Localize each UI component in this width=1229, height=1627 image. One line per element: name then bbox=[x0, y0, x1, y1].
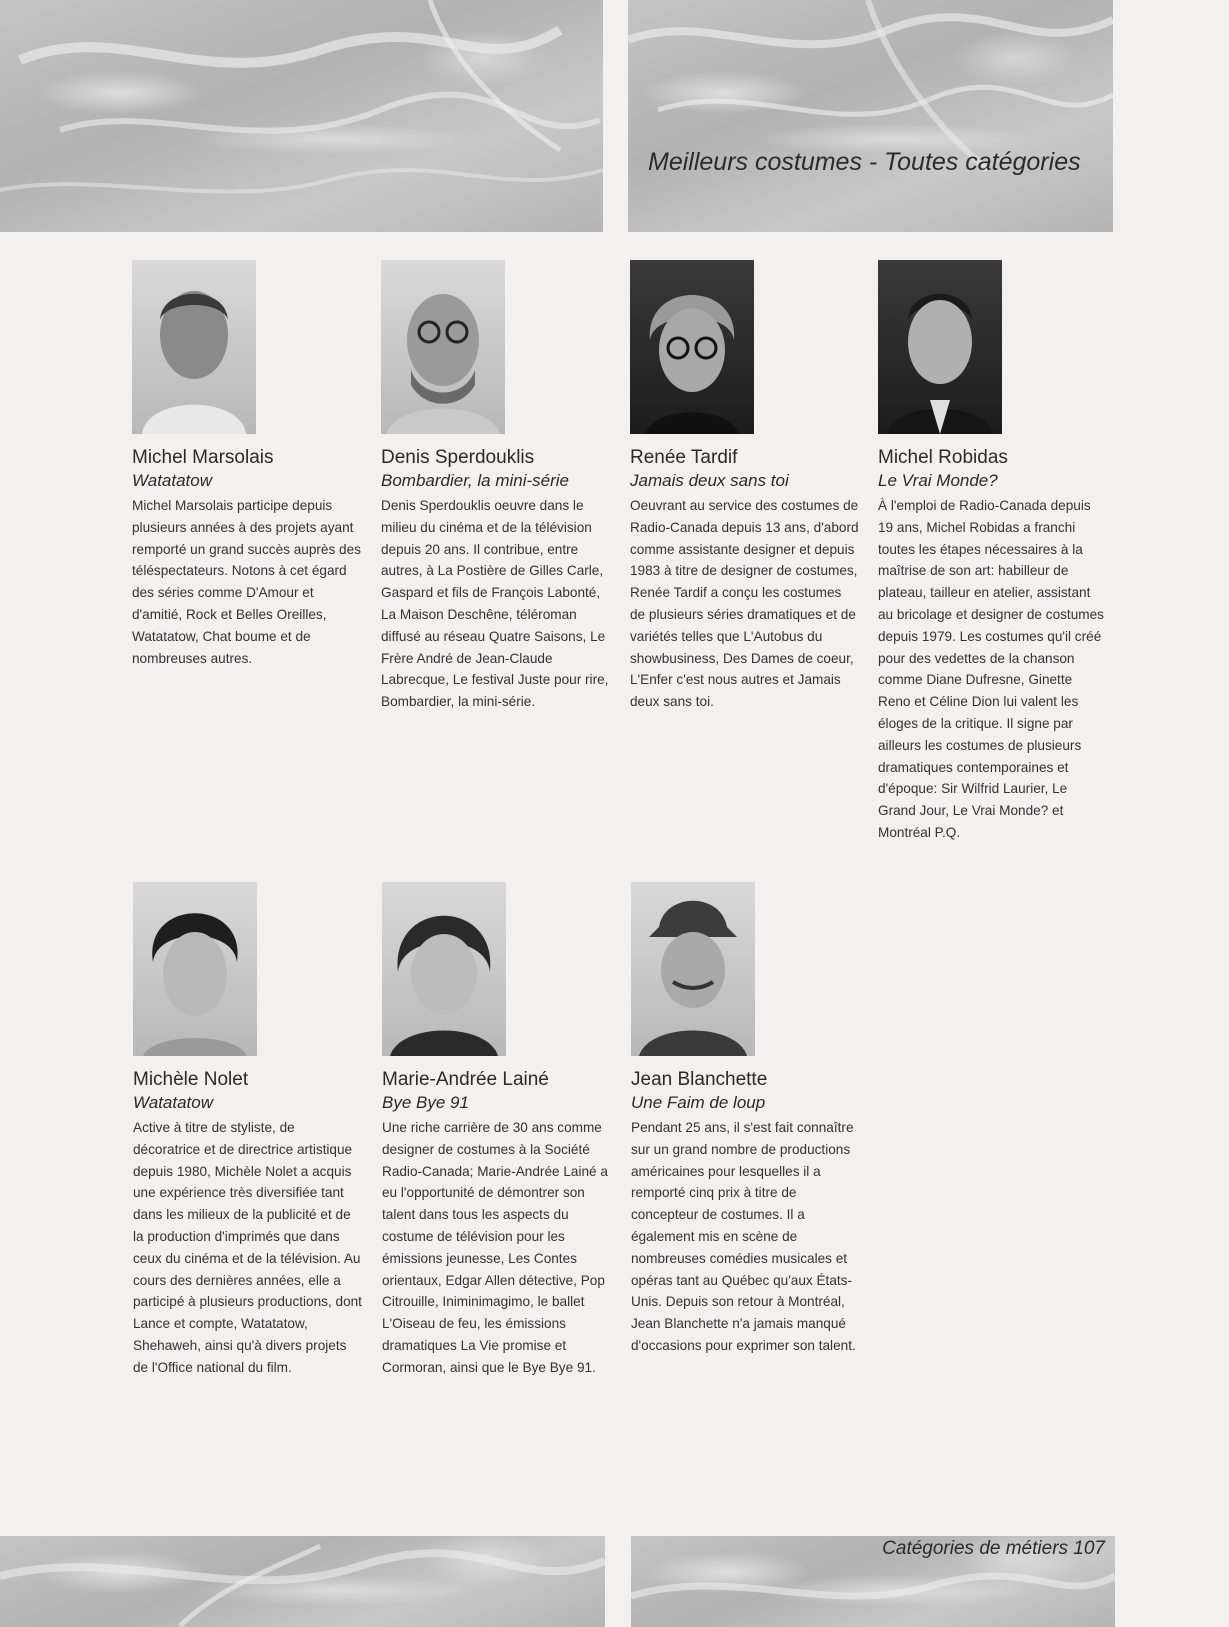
person-card bbox=[630, 260, 860, 713]
brushstroke-art bbox=[0, 0, 603, 232]
person-name: Michèle Nolet bbox=[133, 1069, 249, 1090]
portrait-silhouette bbox=[878, 260, 1002, 434]
portrait-silhouette bbox=[631, 882, 755, 1056]
nominated-production: Watatatow bbox=[133, 1093, 214, 1112]
person-bio: Michel Marsolais participe depuis plusieurs années à des projets ayant remporté un grand succès auprès des téléspectateurs. Notons à cet égard des séries comme D'Amour et d'amitié, Rock et Belles Oreilles, Watatatow, Chat boume et de nombreuses autres. bbox=[132, 498, 361, 666]
person-card bbox=[631, 882, 861, 1357]
section-title: Meilleurs costumes - Toutes catégories bbox=[648, 148, 1081, 176]
person-bio: Pendant 25 ans, il s'est fait connaître sur un grand nombre de productions américaines pour lesquelles il a remporté cinq prix à titre de concepteur de costumes. Il a également mis en scène de nombreuses comédies musicales et opéras tant au Québec qu'aux États-Unis. Depuis son retour à Montréal, Jean Blanchette n'a jamais manqué d'occasions pour exprimer son talent. bbox=[631, 1120, 856, 1353]
portrait-photo bbox=[133, 882, 257, 1056]
portrait-photo bbox=[630, 260, 754, 434]
nominated-production: Une Faim de loup bbox=[631, 1093, 766, 1112]
person-card bbox=[381, 260, 611, 713]
nominated-production: Le Vrai Monde? bbox=[878, 471, 998, 490]
person-bio: Active à titre de styliste, de décoratrice et de directrice artistique depuis 1980, Michèle Nolet a acquis une expérience très diversifiée tant dans les milieux de la publicité et de la production d'imprimés que dans ceux du cinéma et de la télévision. Au cours des dernières années, elle a participé à plusieurs productions, dont Lance et compte, Watatatow, Shehaweh, ainsi qu'à divers projets de l'Office national du film. bbox=[133, 1120, 362, 1375]
person-card bbox=[132, 260, 362, 669]
portrait-silhouette bbox=[133, 882, 257, 1056]
person-bio: Denis Sperdouklis oeuvre dans le milieu du cinéma et de la télévision depuis 20 ans. Il contribue, entre autres, à La Postière de Gilles Carle, Gaspard et fils de François Labonté, La Maison Deschêne, téléroman diffusé au réseau Quatre Saisons, Le Frère André de Jean-Claude Labrecque, Le festival Juste pour rire, Bombardier, la mini-série. bbox=[381, 498, 609, 710]
bottom-left-banner bbox=[0, 1536, 605, 1627]
page-footer: Catégories de métiers 107 bbox=[882, 1538, 1105, 1559]
person-name: Marie-Andrée Lainé bbox=[382, 1069, 549, 1090]
portrait-silhouette bbox=[630, 260, 754, 434]
portrait-silhouette bbox=[382, 882, 506, 1056]
portrait-silhouette bbox=[381, 260, 505, 434]
person-name: Michel Marsolais bbox=[132, 447, 274, 468]
portrait-photo bbox=[631, 882, 755, 1056]
person-card bbox=[878, 260, 1108, 844]
nominated-production: Jamais deux sans toi bbox=[630, 471, 789, 490]
person-name: Michel Robidas bbox=[878, 447, 1008, 468]
top-right-banner bbox=[628, 0, 1113, 232]
person-card bbox=[382, 882, 612, 1379]
portrait-photo bbox=[132, 260, 256, 434]
person-name: Renée Tardif bbox=[630, 447, 738, 468]
person-bio: Une riche carrière de 30 ans comme designer de costumes à la Société Radio-Canada; Marie-Andrée Lainé a eu l'opportunité de démontrer son talent dans tous les aspects du costume de télévision pour les émissions jeunesse, Les Contes orientaux, Edgar Allen détective, Pop Citrouille, Iniminimagimo, le ballet L'Oiseau de feu, les émissions dramatiques La Vie promise et Cormoran, ainsi que le Bye Bye 91. bbox=[382, 1120, 608, 1375]
brushstroke-art bbox=[628, 0, 1113, 232]
nominated-production: Bombardier, la mini-série bbox=[381, 471, 570, 490]
portrait-silhouette bbox=[132, 260, 256, 434]
person-card bbox=[133, 882, 363, 1379]
person-bio: Oeuvrant au service des costumes de Radio-Canada depuis 13 ans, d'abord comme assistante designer et depuis 1983 à titre de designer de costumes, Renée Tardif a conçu les costumes de plusieurs séries dramatiques et de variétés telles que L'Autobus du showbusiness, Des Dames de coeur, L'Enfer c'est nous autres et Jamais deux sans toi. bbox=[630, 498, 859, 710]
brushstroke-art bbox=[0, 1536, 605, 1627]
portrait-photo bbox=[878, 260, 1002, 434]
portrait-photo bbox=[382, 882, 506, 1056]
nominated-production: Watatatow bbox=[132, 471, 213, 490]
person-name: Denis Sperdouklis bbox=[381, 447, 535, 468]
bottom-right-banner bbox=[631, 1536, 1115, 1627]
person-name: Jean Blanchette bbox=[631, 1069, 768, 1090]
person-bio: À l'emploi de Radio-Canada depuis 19 ans, Michel Robidas a franchi toutes les étapes nécessaires à la maîtrise de son art: habilleur de plateau, tailleur en atelier, assistant au bricolage et designer de costumes depuis 1979. Les costumes qu'il créé pour des vedettes de la chanson comme Diane Dufresne, Ginette Reno et Céline Dion lui valent les éloges de la critique. Il signe par ailleurs les costumes de plusieurs dramatiques contemporaines et d'époque: Sir Wilfrid Laurier, Le Grand Jour, Le Vrai Monde? et Montréal P.Q. bbox=[878, 498, 1104, 840]
portrait-photo bbox=[381, 260, 505, 434]
nominated-production: Bye Bye 91 bbox=[382, 1093, 469, 1112]
top-left-banner bbox=[0, 0, 603, 232]
